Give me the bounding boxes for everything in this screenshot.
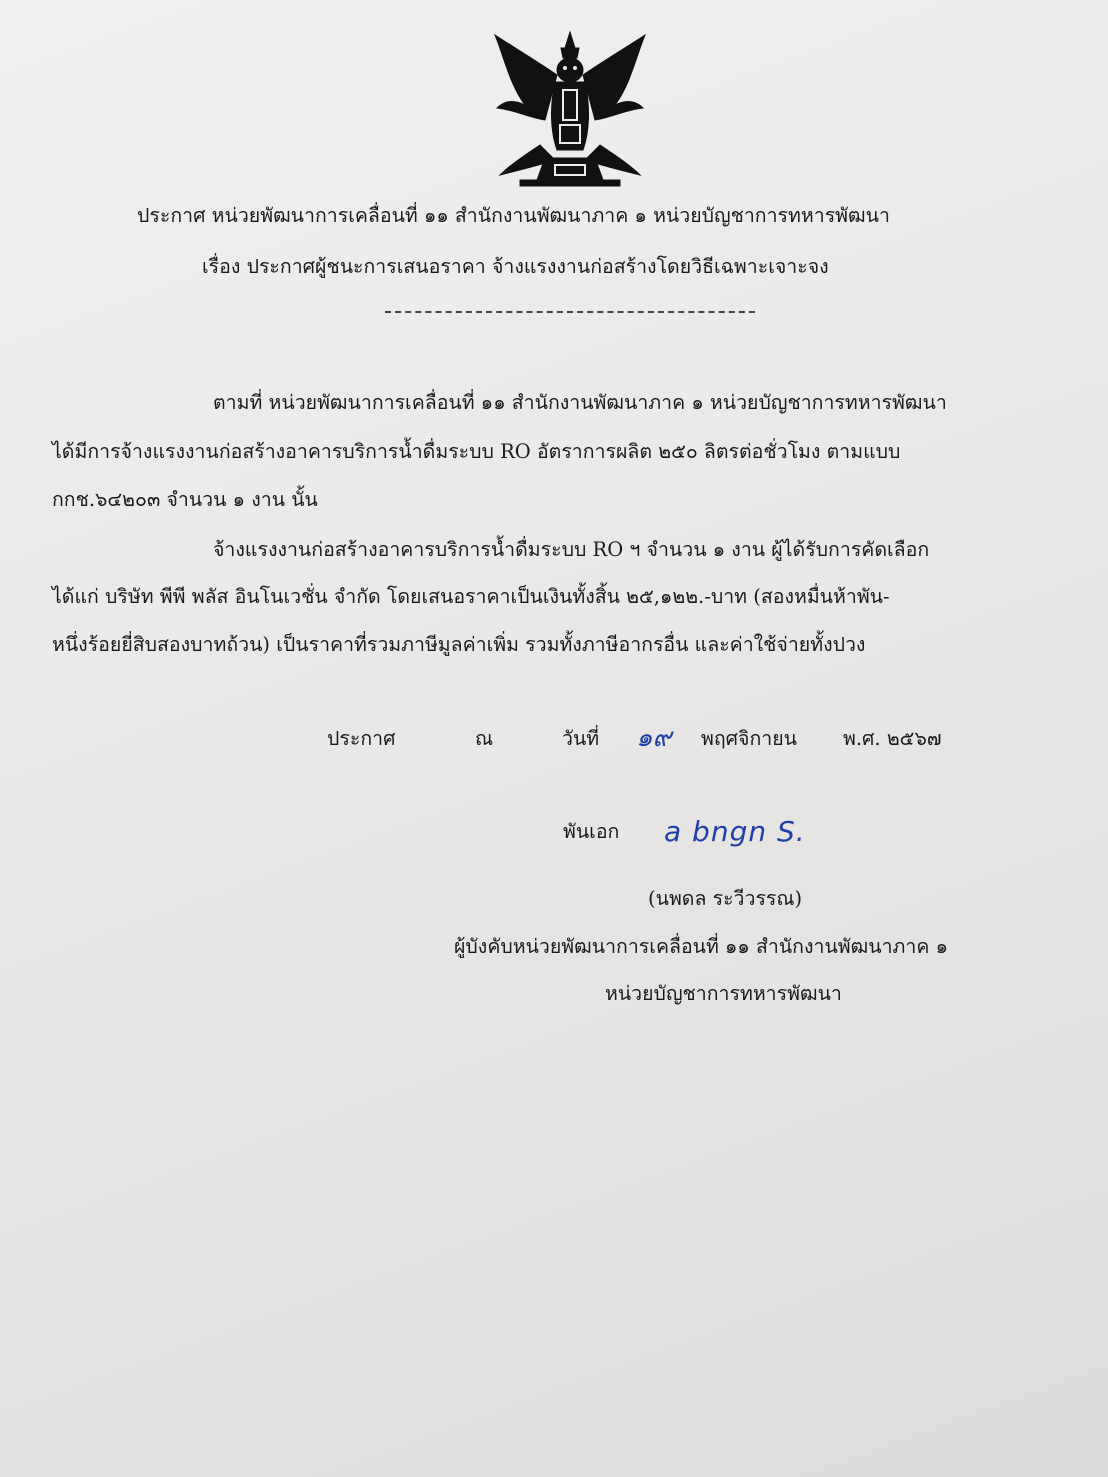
signer-name: (นพดล ระวีวรรณ) <box>648 887 803 910</box>
garuda-emblem-icon <box>485 30 655 195</box>
paragraph-2-line-1: จ้างแรงงานก่อสร้างอาคารบริการน้ำดื่มระบบ RO ฯ จำนวน ๑ งาน ผู้ได้รับการคัดเลือก <box>213 538 930 561</box>
signer-position-line-1: ผู้บังคับหน่วยพัฒนาการเคลื่อนที่ ๑๑ สำนักงานพัฒนาภาค ๑ <box>454 935 948 958</box>
paragraph-1-line-1: ตามที่ หน่วยพัฒนาการเคลื่อนที่ ๑๑ สำนักงานพัฒนาภาค ๑ หน่วยบัญชาการทหารพัฒนา <box>213 391 947 414</box>
paragraph-2-line-2: ได้แก่ บริษัท พีพี พลัส อินโนเวชั่น จำกัด โดยเสนอราคาเป็นเงินทั้งสิ้น ๒๕,๑๒๒.-บาท (สองหมื่นห้าพัน- <box>52 585 890 608</box>
date-day-handwritten: ๑๙ <box>636 723 672 753</box>
header-line-1: ประกาศ หน่วยพัฒนาการเคลื่อนที่ ๑๑ สำนักงานพัฒนาภาค ๑ หน่วยบัญชาการทหารพัฒนา <box>137 204 890 227</box>
signer-rank: พันเอก <box>563 820 620 843</box>
date-month: พฤศจิกายน <box>701 727 797 750</box>
date-year: พ.ศ. ๒๕๖๗ <box>843 727 942 750</box>
date-na-label: ณ <box>475 727 494 750</box>
date-day-label: วันที่ <box>562 727 600 750</box>
date-prakat-label: ประกาศ <box>327 727 396 750</box>
paragraph-2-line-3: หนึ่งร้อยยี่สิบสองบาทถ้วน) เป็นราคาที่รวมภาษีมูลค่าเพิ่ม รวมทั้งภาษีอากรอื่น และค่าใช้จ่ายทั้งปวง <box>52 633 866 656</box>
header-subject: เรื่อง ประกาศผู้ชนะการเสนอราคา จ้างแรงงานก่อสร้างโดยวิธีเฉพาะเจาะจง <box>202 255 829 278</box>
signer-position-line-2: หน่วยบัญชาการทหารพัฒนา <box>605 982 842 1005</box>
header-divider <box>385 311 755 313</box>
paragraph-1-line-2: ได้มีการจ้างแรงงานก่อสร้างอาคารบริการน้ำดื่มระบบ RO อัตราการผลิต ๒๕๐ ลิตรต่อชั่วโมง ตามแบบ <box>52 440 901 463</box>
handwritten-signature: a bngn S. <box>664 815 806 848</box>
paragraph-1-line-3: กกช.๖๔๒๐๓ จำนวน ๑ งาน นั้น <box>52 488 318 511</box>
